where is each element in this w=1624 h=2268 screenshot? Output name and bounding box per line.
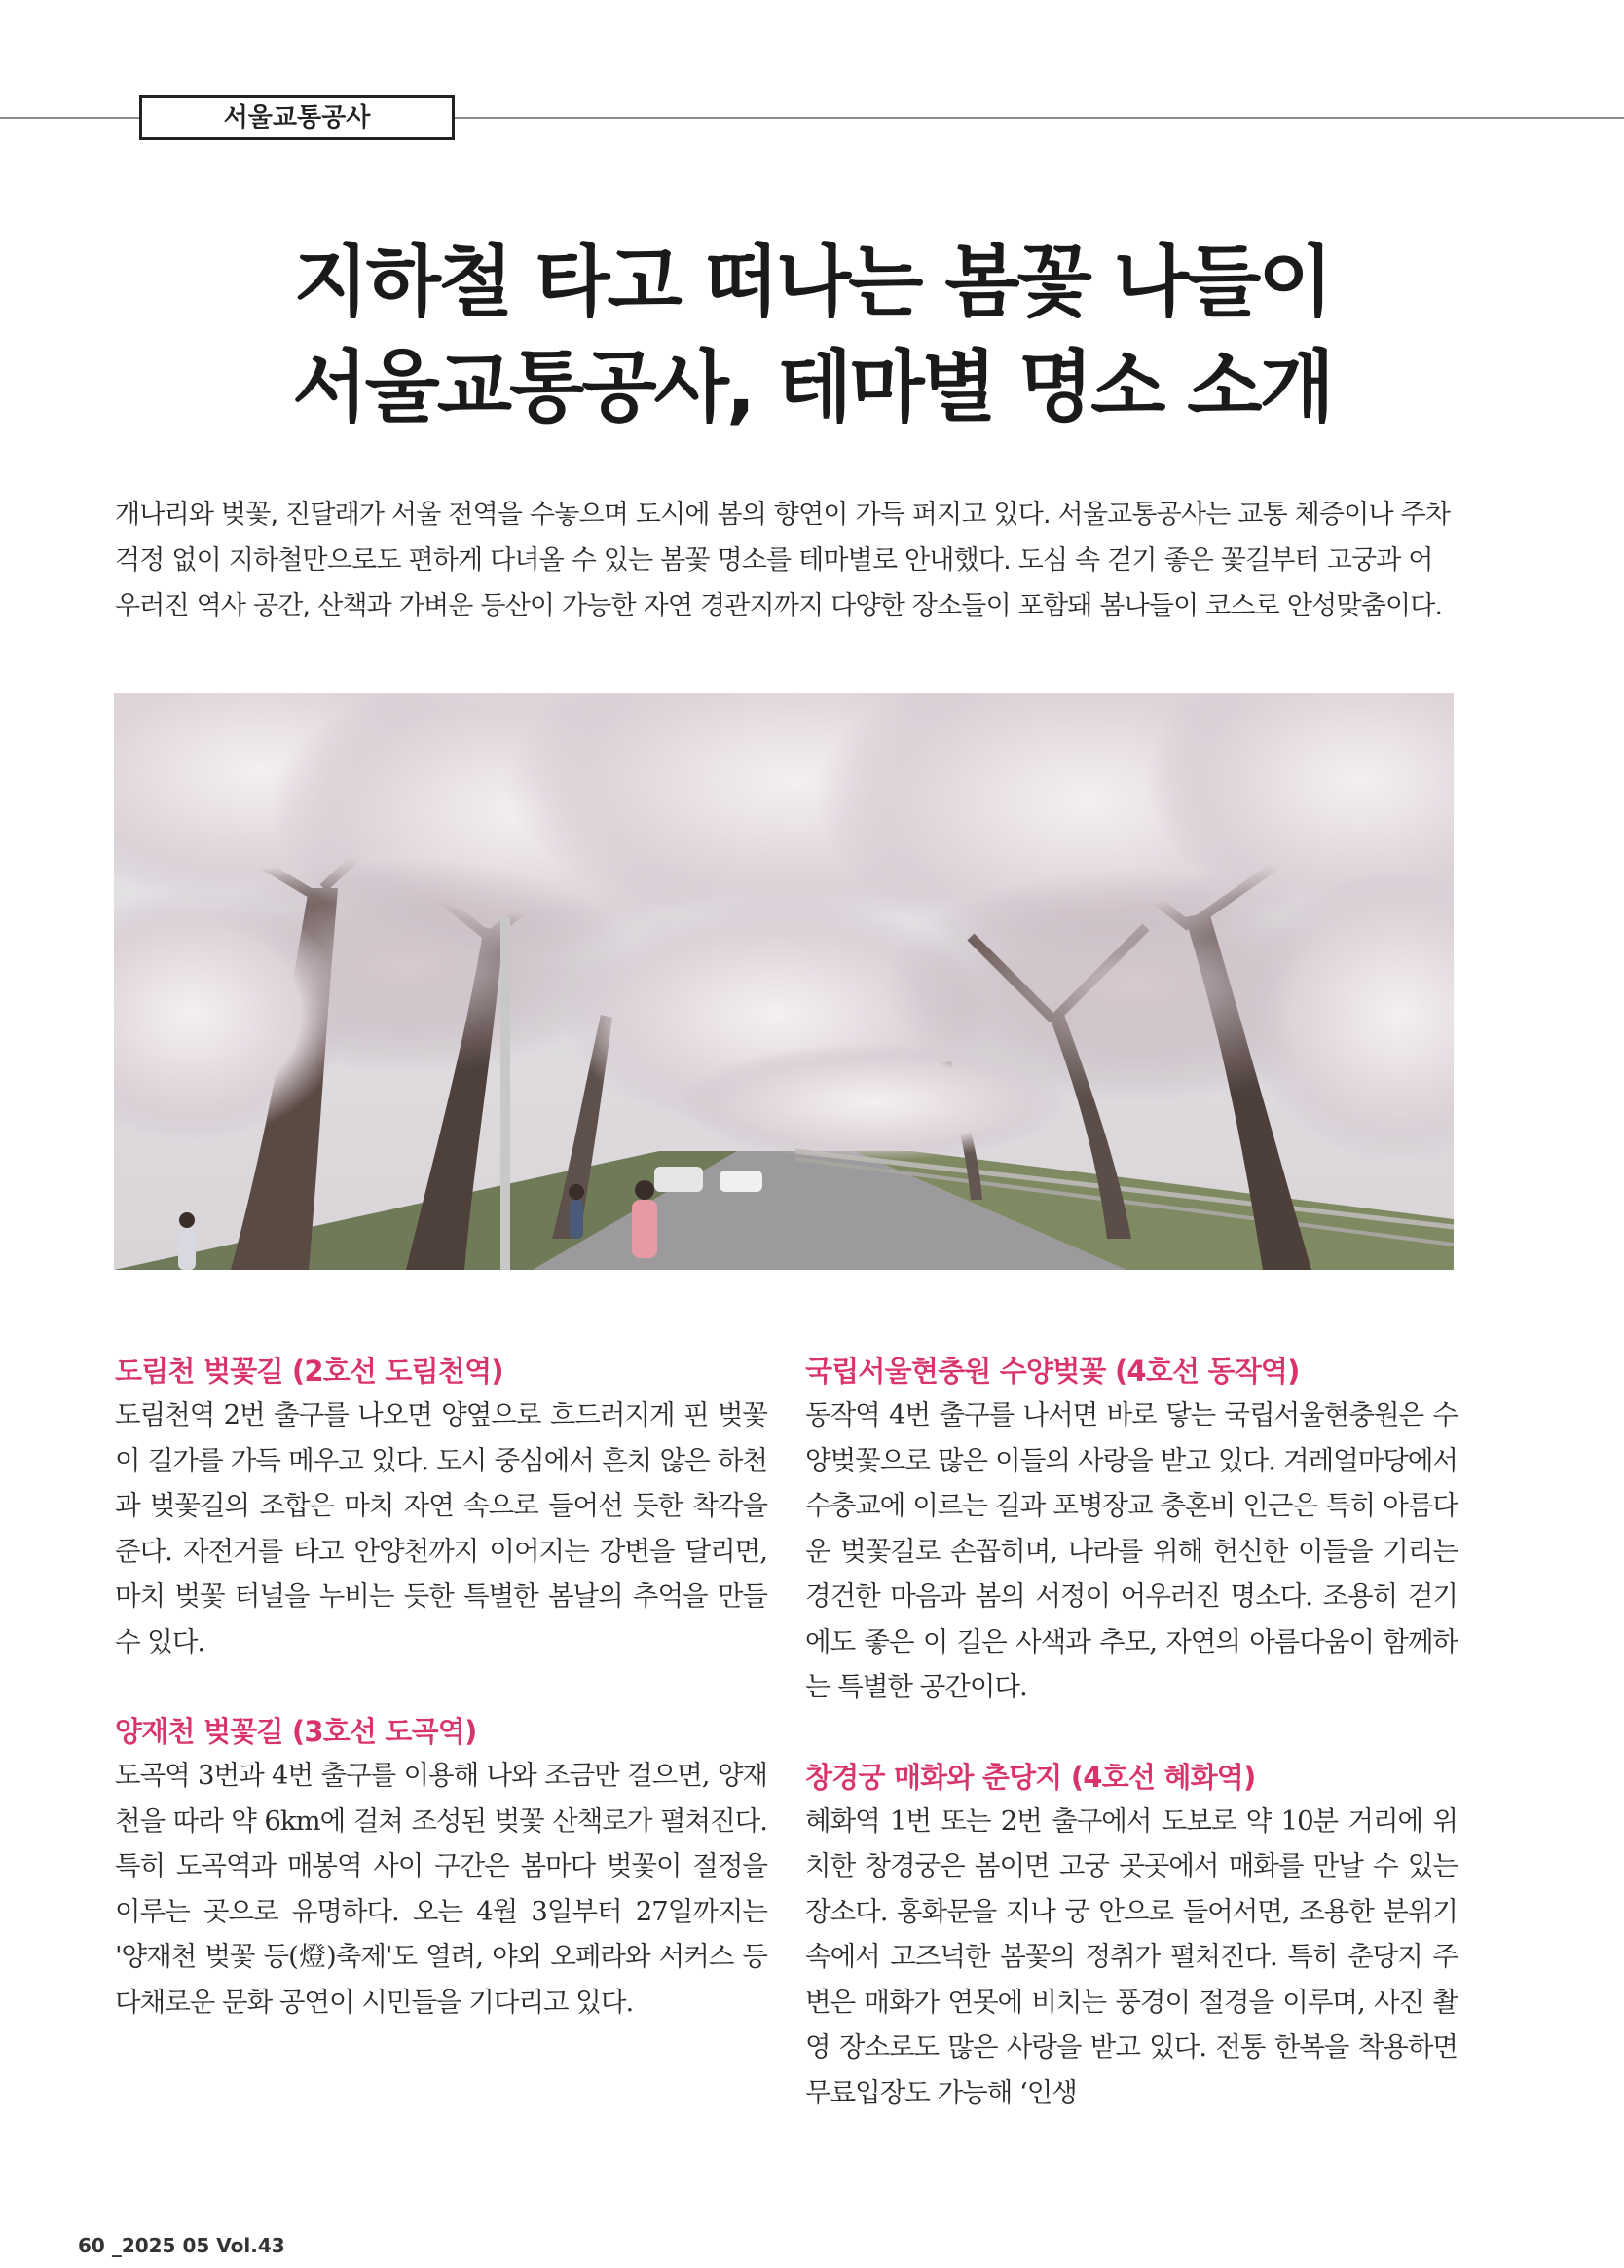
section-tag: 서울교통공사 xyxy=(139,95,455,140)
page-footer xyxy=(78,2234,285,2257)
photo-illustration xyxy=(114,693,1454,1270)
section-body-hyeonchungwon: 동작역 4번 출구를 나서면 바로 닿는 국립서울현충원은 수양벚꽃으로 많은 이들의 사랑을 받고 있다. 겨레얼마당에서 수충교에 이르는 길과 포병장교 충혼비 인근은 특히 아름다운 벚꽃길로 손꼽히며, 나라를 위해 헌신한 이들을 기리는 경건한 마음과 봄의 서정이 어우러진 명소다. 조용히 걷기에도 좋은 이 길은 사색과 추모, 자연의 아름다움이 함께하는 특별한 공간이다. xyxy=(805,1399,1458,1702)
title-line-1: 지하철 타고 떠나는 봄꽃 나들이 xyxy=(293,237,1331,327)
page-number: 60 xyxy=(78,2234,105,2257)
issue-info: _2025 05 Vol.43 xyxy=(111,2234,285,2257)
column-left xyxy=(115,1350,767,2025)
section-body-yangjaecheon: 도곡역 3번과 4번 출구를 이용해 나와 조금만 걸으면, 양재천을 따라 약 6km에 걸쳐 조성된 벚꽃 산책로가 펼쳐진다. 특히 도곡역과 매봉역 사이 구간은 봄마다 벚꽃이 절정을 이루는 곳으로 유명하다. 오는 4월 3일부터 27일까지는 '양재천 벚꽃 등(燈)축제'도 열려, 야외 오페라와 서커스 등 다채로운 문화 공연이 시민들을 기다리고 있다. xyxy=(115,1760,767,2018)
section-title-hyeonchungwon: 국립서울현충원 수양벚꽃 (4호선 동작역) xyxy=(805,1355,1300,1388)
section-title-dorimcheon: 도림천 벚꽃길 (2호선 도림천역) xyxy=(115,1355,503,1388)
column-right xyxy=(805,1350,1458,2115)
section-title-changgyeonggung: 창경궁 매화와 춘당지 (4호선 혜화역) xyxy=(805,1760,1256,1794)
title-line-2: 서울교통공사, 테마별 명소 소개 xyxy=(292,342,1332,432)
cherry-blossom-photo xyxy=(114,693,1454,1270)
lead-paragraph: 개나리와 벚꽃, 진달래가 서울 전역을 수놓으며 도시에 봄의 향연이 가득 퍼지고 있다. 서울교통공사는 교통 체증이나 주차 걱정 없이 지하철만으로도 편하게 다녀올 수 있는 봄꽃 명소를 테마별로 안내했다. 도심 속 걷기 좋은 꽃길부터 고궁과 어우러진 역사 공간, 산책과 가벼운 등산이 가능한 자연 경관지까지 다양한 장소들이 포함돼 봄나들이 코스로 안성맞춤이다. xyxy=(115,500,1451,621)
section-body-dorimcheon: 도림천역 2번 출구를 나오면 양옆으로 흐드러지게 핀 벚꽃이 길가를 가득 메우고 있다. 도시 중심에서 흔치 않은 하천과 벚꽃길의 조합은 마치 자연 속으로 들어선 듯한 착각을 준다. 자전거를 타고 안양천까지 이어지는 강변을 달리면, 마치 벚꽃 터널을 누비는 듯한 특별한 봄날의 추억을 만들 수 있다. xyxy=(115,1399,767,1657)
page-title xyxy=(0,230,1624,440)
section-title-yangjaecheon: 양재천 벚꽃길 (3호선 도곡역) xyxy=(115,1715,477,1748)
section-body-changgyeonggung: 혜화역 1번 또는 2번 출구에서 도보로 약 10분 거리에 위치한 창경궁은 봄이면 고궁 곳곳에서 매화를 만날 수 있는 장소다. 홍화문을 지나 궁 안으로 들어서면, 조용한 분위기 속에서 고즈넉한 봄꽃의 정취가 펼쳐진다. 특히 춘당지 주변은 매화가 연못에 비치는 풍경이 절경을 이루며, 사진 촬영 장소로도 많은 사랑을 받고 있다. 전통 한복을 착용하면 무료입장도 가능해 ‘인생 xyxy=(805,1804,1458,2108)
